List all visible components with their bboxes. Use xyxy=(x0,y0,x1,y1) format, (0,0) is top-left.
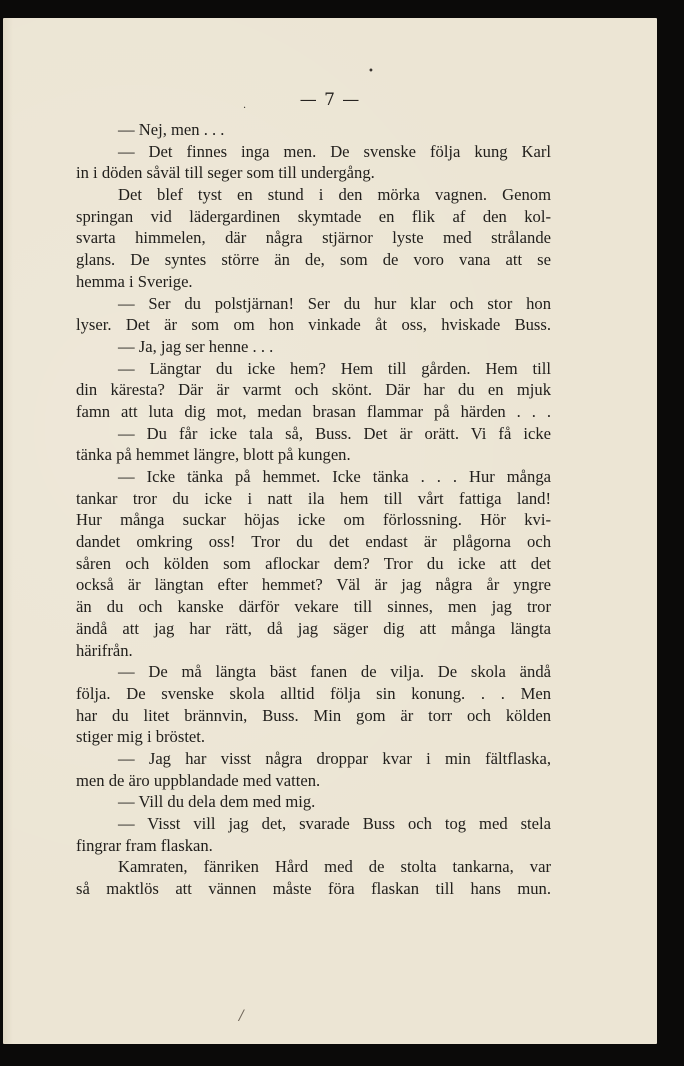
text-line: Hur många suckar höjas icke om förlossning. Hör kvi- xyxy=(76,510,551,530)
text-line: lyser. Det är som om hon vinkade åt oss, hviskade Buss. xyxy=(76,315,551,335)
text-line: tankar tror du icke i natt ila hem till vårt fattiga land! xyxy=(76,488,551,508)
pencil-mark: / xyxy=(239,1008,244,1024)
text-line: — Det finnes inga men. De svenske följa kung Karl xyxy=(118,141,551,161)
text-line: också är längtan efter hemmet? Väl är jag några år yngre xyxy=(76,575,551,595)
print-speck: • xyxy=(368,66,374,77)
text-line: härifrån. xyxy=(76,640,133,660)
text-line: men de äro uppblandade med vatten. xyxy=(76,770,321,790)
text-line: famn att luta dig mot, medan brasan flammar på härden . . . xyxy=(76,401,551,421)
text-line: glans. De syntes större än de, som de voro vana att se xyxy=(76,250,551,270)
text-line: — Vill du dela dem med mig. xyxy=(118,792,316,812)
text-line: hemma i Sverige. xyxy=(76,271,193,291)
text-line: — Ja, jag ser henne . . . xyxy=(118,336,274,356)
body-text xyxy=(76,119,551,900)
text-line: stiger mig i bröstet. xyxy=(76,727,206,747)
text-line: har du litet brännvin, Buss. Min gom är torr och kölden xyxy=(76,705,551,725)
text-line: — Längtar du icke hem? Hem till gården. Hem till xyxy=(118,358,551,378)
print-speck: · xyxy=(243,103,247,114)
text-line: följa. De svenske skola alltid följa sin konung. . . Men xyxy=(76,683,551,703)
text-line: — Ser du polstjärnan! Ser du hur klar och stor hon xyxy=(118,293,551,313)
text-line: din käresta? Där är varmt och skönt. Där har du en mjuk xyxy=(76,380,551,400)
page-number: — 7 — xyxy=(299,90,361,110)
text-line: fingrar fram flaskan. xyxy=(76,835,213,855)
book-page xyxy=(3,18,657,1044)
text-line: så maktlös att vännen måste föra flaskan till hans mun. xyxy=(76,879,551,899)
text-line: — Du får icke tala så, Buss. Det är orätt. Vi få icke xyxy=(118,423,551,443)
text-line: springan vid lädergardinen skymtade en flik af den kol- xyxy=(76,206,551,226)
text-line: svarta himmelen, där några stjärnor lyste med strålande xyxy=(76,228,551,248)
text-line: såren och kölden som aflockar dem? Tror du icke att det xyxy=(76,553,551,573)
text-line: — Nej, men . . . xyxy=(118,120,225,139)
text-line: Kamraten, fänriken Hård med de stolta tankarna, var xyxy=(118,857,551,877)
text-line: ändå att jag har rätt, då jag säger dig att många längta xyxy=(76,618,551,638)
text-line: än du och kanske därför vekare till sinnes, men jag tror xyxy=(76,597,551,617)
text-line: — Visst vill jag det, svarade Buss och tog med stela xyxy=(118,814,551,833)
text-line: Det blef tyst en stund i den mörka vagnen. Genom xyxy=(118,185,551,205)
text-line: tänka på hemmet längre, blott på kungen. xyxy=(76,445,351,465)
text-line: in i döden såväl till seger som till undergång. xyxy=(76,163,375,183)
text-line: dandet omkring oss! Tror du det endast är plågorna och xyxy=(76,532,551,552)
text-line: — De må längta bäst fanen de vilja. De skola ändå xyxy=(118,662,551,682)
text-line: — Jag har visst några droppar kvar i min fältflaska, xyxy=(118,748,551,768)
text-line: — Icke tänka på hemmet. Icke tänka . . . Hur många xyxy=(118,467,551,486)
